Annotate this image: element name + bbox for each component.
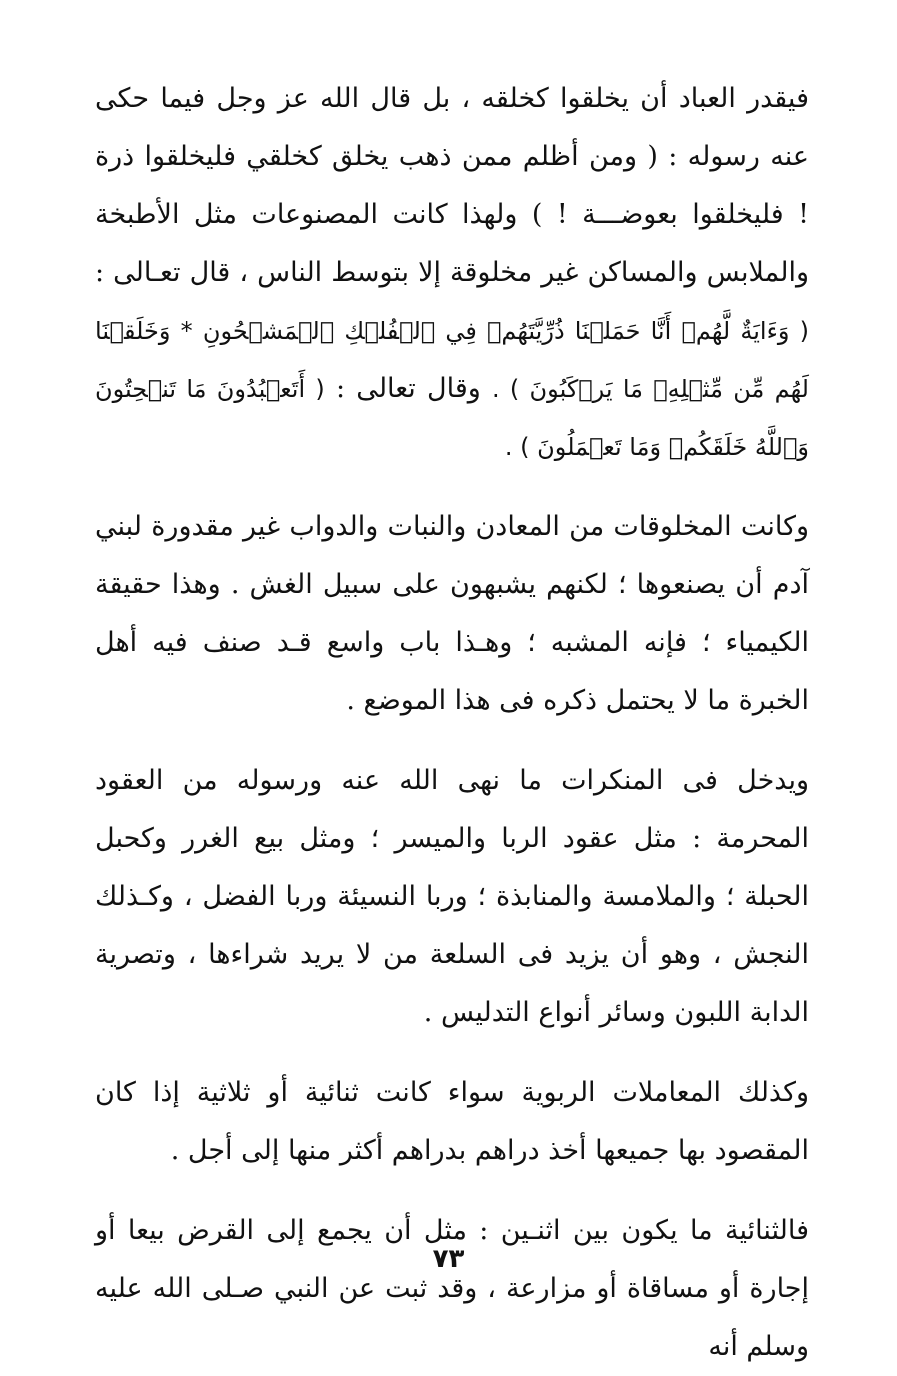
book-page	[95, 70, 809, 1362]
paragraph-2: وكانت المخلوقات من المعادن والنبات والدواب غير مقدورة لبني آدم أن يصنعوها ؛ لكنهم يشبهون على سبيل الغش . وهذا حقيقة الكيمياء ؛ فإنه المشبه ؛ وهـذا باب واسع قـد صنف فيه أهل الخبرة ما لا يحتمل ذكره فى هذا الموضع .	[95, 511, 809, 716]
paragraph-1-intro: فيقدر العباد أن يخلقوا كخلقه ، بل قال الله عز وجل فيما حكى عنه رسوله :	[95, 83, 809, 172]
quran-verse-2: ( أَتَعۡبُدُونَ مَا تَنۡحِتُونَ وَٱللَّهُ خَلَقَكُمۡ وَمَا تَعۡمَلُونَ ) .	[95, 375, 809, 461]
paragraph-1-text: ولهذا كانت المصنوعات مثل الأطبخة والملابس والمساكن غير مخلوقة إلا بتوسط الناس ، قال تعـالى :	[95, 199, 809, 288]
paragraph-1	[95, 70, 809, 476]
paragraph-5: فالثنائية ما يكون بين اثنـين : مثل أن يجمع إلى القرض بيعا أو إجارة أو مساقاة أو مزارعة ، وقد ثبت عن النبي صـلى الله عليه وسلم أنه	[95, 1215, 809, 1362]
paragraph-1-text-2: وقال تعالى :	[336, 373, 481, 404]
hadith-quote: ( ومن أظلم ممن ذهب يخلق كخلقي فليخلقوا ذرة ! فليخلقوا بعوضـــة ! )	[95, 141, 809, 230]
quran-verse-1: ( وَءَايَةٌ لَّهُمۡ أَنَّا حَمَلۡنَا ذُرِّيَّتَهُمۡ فِي ٱلۡفُلۡكِ ٱلۡمَشۡحُونِ * وَخَلَقۡنَا لَهُم مِّن مِّثۡلِهِۦ مَا يَرۡكَبُونَ ) .	[95, 317, 809, 403]
paragraph-3: ويدخل فى المنكرات ما نهى الله عنه ورسوله من العقود المحرمة : مثل عقود الربا والميسر ؛ ومثل بيع الغرر وكحبل الحبلة ؛ والملامسة والمنابذة ؛ وربا النسيئة وربا الفضل ، وكـذلك النجش ، وهو أن يزيد فى السلعة من لا يريد شراءها ، وتصرية الدابة اللبون وسائر أنواع التدليس .	[95, 765, 809, 1028]
paragraph-4: وكذلك المعاملات الربوية سواء كانت ثنائية أو ثلاثية إذا كان المقصود بها جميعها أخذ دراهم بدراهم أكثر منها إلى أجل .	[95, 1077, 809, 1166]
page-number: ٧٣	[432, 1244, 465, 1274]
